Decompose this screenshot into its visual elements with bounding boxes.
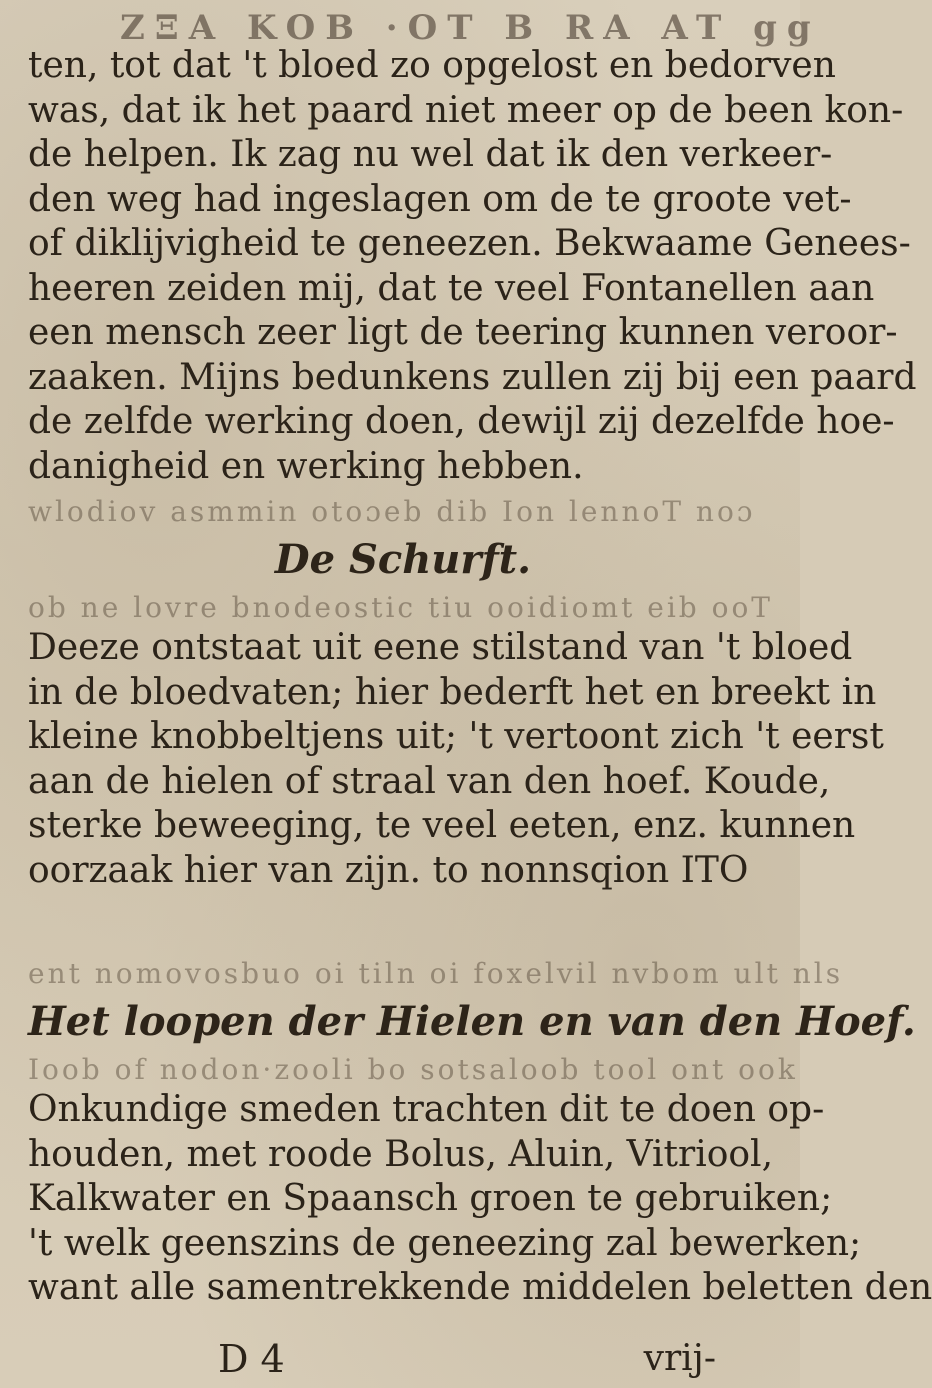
- text-line: aan de hielen of straal van den hoef. Koude,: [28, 760, 831, 802]
- section-heading-schurft: De Schurft.: [274, 536, 532, 583]
- bleed-through-line: ent nomovosbuo oi tiln oi foxelvil nvbom ult nls: [28, 957, 844, 990]
- text-line: heeren zeiden mij, dat te veel Fontanellen aan: [28, 267, 875, 309]
- text-line: den weg had ingeslagen om de te groote vet-: [28, 178, 852, 220]
- text-line: in de bloedvaten; hier bederft het en breekt in: [28, 671, 877, 713]
- text-line: sterke beweeging, te veel eeten, enz. kunnen: [28, 805, 856, 846]
- text-line: 't welk geenszins de geneezing zal bewerken;: [28, 1222, 862, 1264]
- text-line: de helpen. Ik zag nu wel dat ik den verkeer-: [28, 134, 833, 175]
- text-line: de zelfde werking doen, dewijl zij dezelfde hoe-: [28, 401, 895, 442]
- text-line: houden, met roode Bolus, Aluin, Vitriool,: [28, 1133, 774, 1175]
- text-line: Onkundige smeden trachten dit te doen op-: [28, 1089, 825, 1130]
- text-line: want alle samentrekkende middelen beletten den: [28, 1267, 932, 1308]
- text-line: of diklijvigheid te geneezen. Bekwaame Genees-: [28, 223, 911, 264]
- text-line: oorzaak hier van zijn. to nonnsqion ITO: [28, 849, 749, 891]
- section-heading-hielen: Het loopen der Hielen en van den Hoef.: [28, 998, 916, 1045]
- paragraph-continuation: [28, 44, 917, 489]
- bleed-through-line: ob ne lovre bnodeostic tiu ooidiomt eib ooT: [28, 591, 773, 624]
- text-line: kleine knobbeltjens uit; 't vertoont zich 't eerst: [28, 716, 884, 757]
- section-hielen: [28, 956, 932, 1311]
- text-line: Deeze ontstaat uit eene stilstand van 't bloed: [28, 627, 853, 668]
- bleed-through-header: ZΞA KOB ·OT B RA AT gg: [120, 8, 821, 48]
- catchword: vrij-: [643, 1338, 716, 1379]
- bleed-through-line: Ioob of nodon·zooli bo sotsaloob tool ont ook: [28, 1053, 798, 1086]
- text-line: een mensch zeer ligt de teering kunnen veroor-: [28, 312, 898, 353]
- section-schurft: [28, 494, 884, 893]
- text-line: was, dat ik het paard niet meer op de been kon-: [28, 89, 904, 131]
- text-line: zaaken. Mijns bedunkens zullen zij bij een paard: [28, 356, 917, 398]
- page-footer: [28, 1336, 778, 1388]
- text-line: ten, tot dat 't bloed zo opgelost en bedorven: [28, 45, 836, 86]
- bleed-through-line: wlodiov asmmin otoɔeb dib Ion lennoT noɔ: [28, 495, 756, 528]
- text-line: Kalkwater en Spaansch groen te gebruiken;: [28, 1178, 833, 1219]
- signature-mark: D 4: [218, 1337, 285, 1381]
- text-line: danigheid en werking hebben.: [28, 445, 584, 487]
